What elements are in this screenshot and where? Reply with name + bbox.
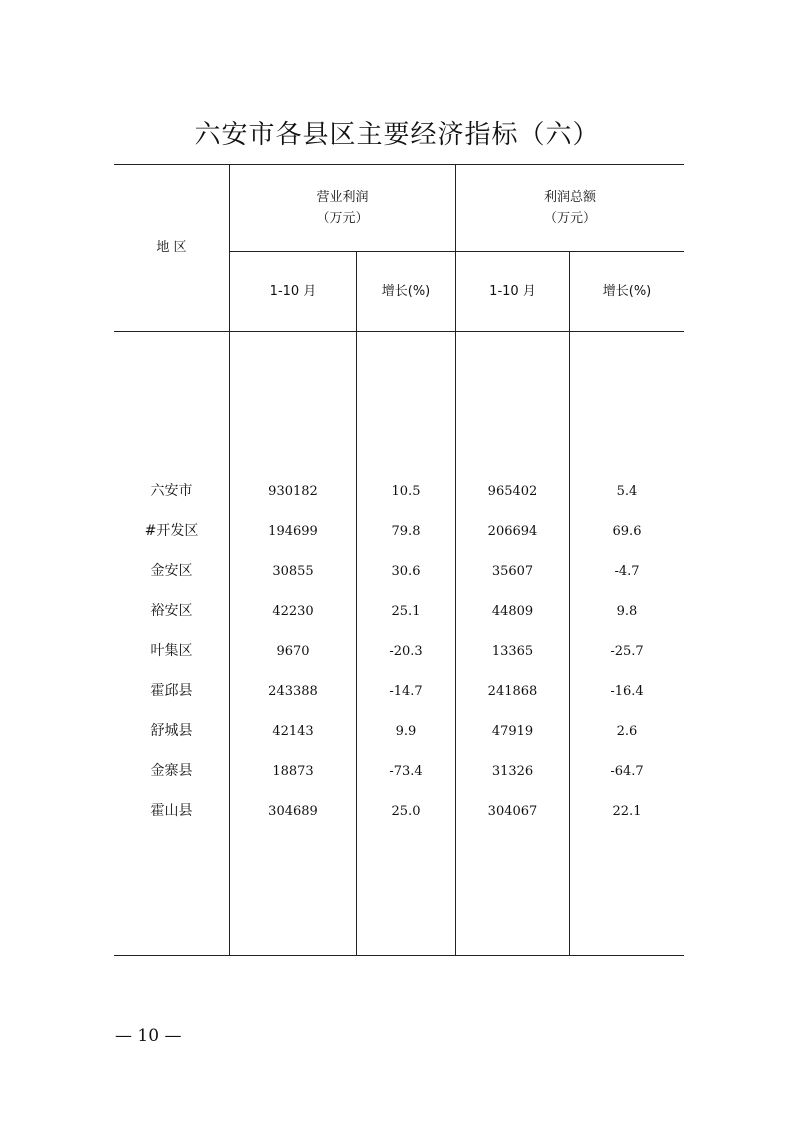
header-total-profit-unit: （万元）	[543, 210, 596, 226]
cell-region: 裕安区	[150, 603, 193, 619]
cell-operating-profit-growth: 25.0	[391, 803, 421, 819]
cell-total-profit: 241868	[487, 683, 538, 699]
header-growth-1: 增长(%)	[381, 284, 431, 299]
header-operating-profit	[230, 164, 455, 251]
cell-operating-profit: 304689	[268, 803, 318, 819]
cell-total-profit: 31326	[491, 763, 534, 779]
cell-operating-profit-growth: -14.7	[389, 683, 423, 699]
cell-total-profit-growth: 2.6	[616, 723, 638, 739]
cell-region: 叶集区	[150, 643, 193, 659]
cell-total-profit: 206694	[487, 523, 538, 539]
page-number: — 10 —	[115, 1026, 182, 1046]
cell-total-profit: 304067	[487, 803, 538, 819]
cell-operating-profit-growth: -73.4	[389, 763, 423, 779]
cell-region: 六安市	[150, 483, 193, 499]
cell-operating-profit: 42230	[272, 603, 314, 619]
header-total-profit	[456, 164, 684, 251]
cell-total-profit: 44809	[491, 603, 534, 619]
header-operating-profit-label: 营业利润	[316, 189, 369, 205]
cell-region: 金寨县	[150, 763, 193, 779]
cell-operating-profit: 930182	[268, 483, 318, 499]
cell-region: #开发区	[144, 523, 199, 539]
header-bottom-border	[114, 331, 684, 332]
cell-total-profit-growth: 5.4	[616, 483, 638, 499]
cell-total-profit: 47919	[491, 723, 534, 739]
cell-operating-profit-growth: 25.1	[391, 603, 421, 619]
page-title: 六安市各县区主要经济指标（六）	[194, 120, 600, 150]
cell-region: 霍邱县	[150, 683, 193, 699]
cell-operating-profit: 9670	[276, 643, 310, 659]
cell-operating-profit: 42143	[272, 723, 314, 739]
cell-total-profit-growth: 69.6	[612, 523, 642, 539]
header-total-profit-label: 利润总额	[543, 189, 596, 205]
cell-operating-profit-growth: 9.9	[395, 723, 417, 739]
cell-region: 金安区	[150, 563, 193, 579]
table-bottom-border	[114, 955, 684, 956]
header-growth-2: 增长(%)	[602, 284, 652, 299]
cell-operating-profit: 194699	[268, 523, 318, 539]
header-period-2: 1-10 月	[489, 284, 536, 299]
cell-total-profit: 35607	[491, 563, 534, 579]
cell-operating-profit: 18873	[272, 763, 314, 779]
cell-operating-profit-growth: 30.6	[391, 563, 421, 579]
cell-operating-profit-growth: -20.3	[389, 643, 423, 659]
cell-total-profit-growth: -64.7	[610, 763, 644, 779]
cell-total-profit-growth: -25.7	[610, 643, 644, 659]
cell-total-profit: 13365	[491, 643, 534, 659]
cell-total-profit-growth: -16.4	[610, 683, 644, 699]
cell-total-profit-growth: 22.1	[612, 803, 642, 819]
cell-operating-profit-growth: 10.5	[391, 483, 421, 499]
cell-total-profit: 965402	[487, 483, 538, 499]
cell-operating-profit: 30855	[272, 563, 314, 579]
cell-region: 霍山县	[150, 803, 193, 819]
header-operating-profit-unit: （万元）	[316, 210, 369, 226]
header-period-1: 1-10 月	[269, 284, 317, 299]
cell-operating-profit: 243388	[268, 683, 318, 699]
cell-total-profit-growth: -4.7	[614, 563, 640, 579]
header-region	[114, 164, 229, 331]
header-region-label: 地 区	[156, 240, 187, 255]
cell-region: 舒城县	[150, 723, 193, 739]
cell-operating-profit-growth: 79.8	[391, 523, 421, 539]
cell-total-profit-growth: 9.8	[616, 603, 638, 619]
